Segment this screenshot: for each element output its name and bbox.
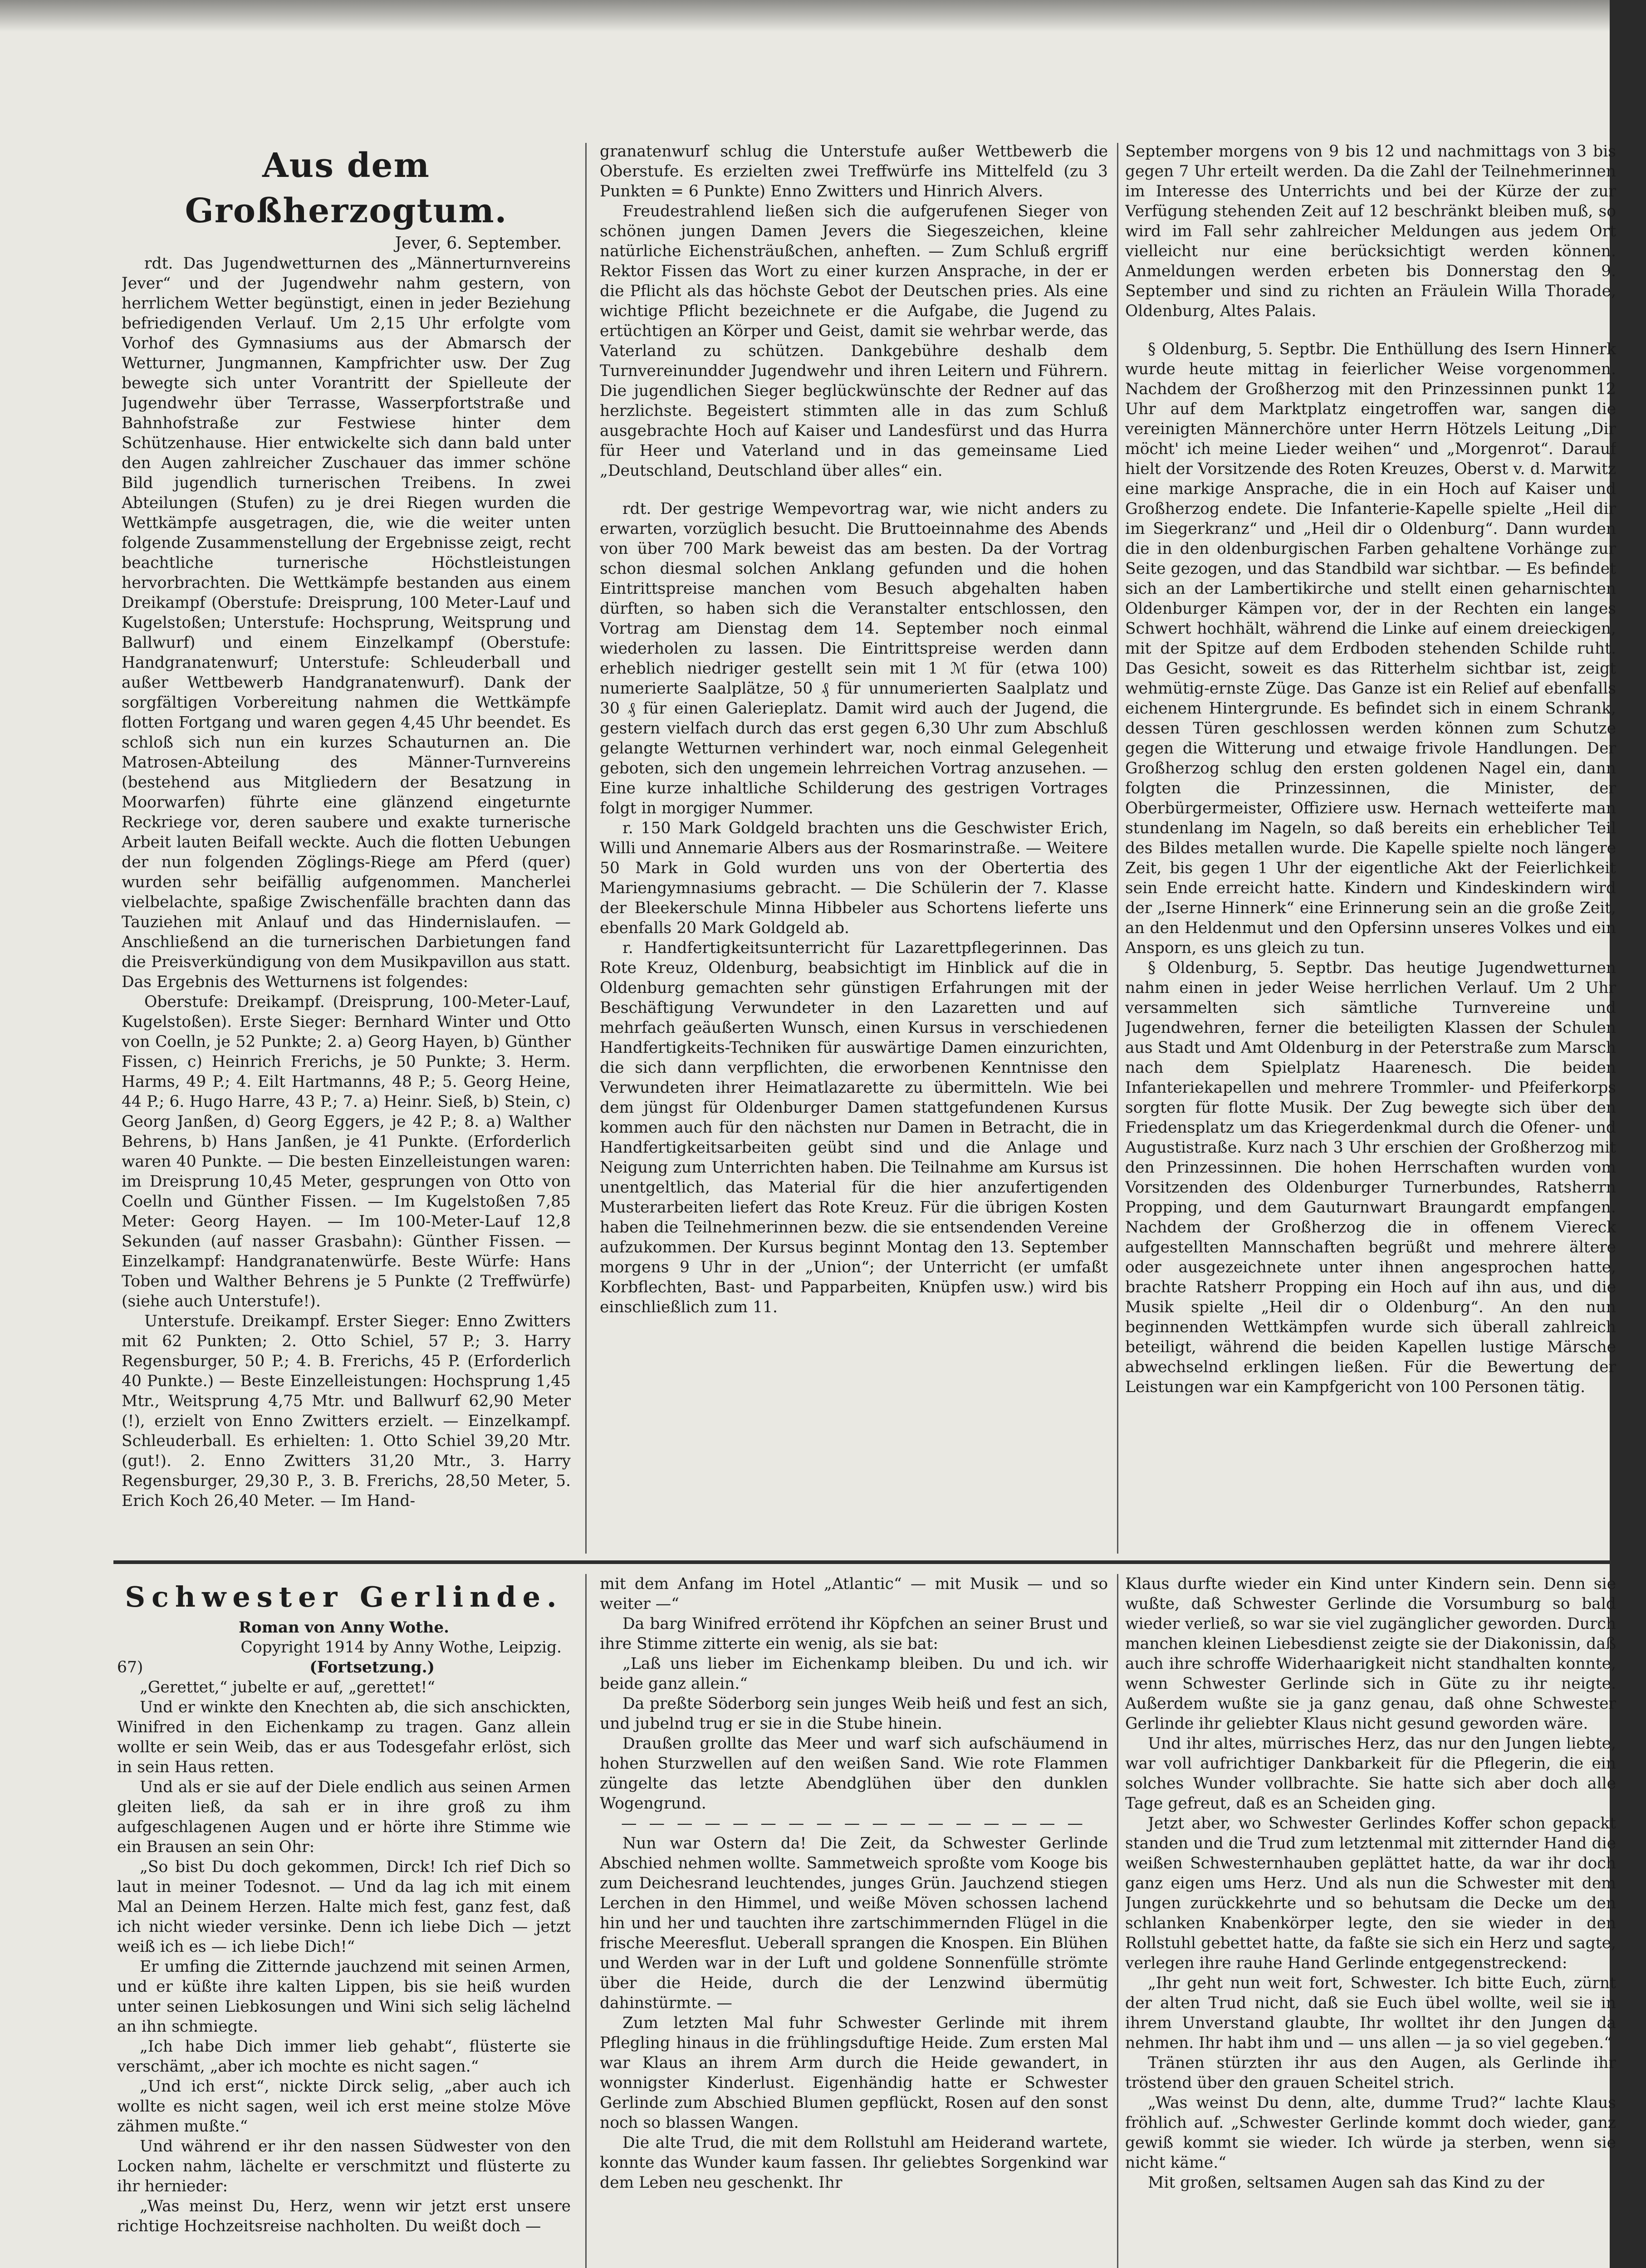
novel-paragraph: Jetzt aber, wo Schwester Gerlindes Koffer schon gepackt standen und die Trud zum letztenmal mit zitternder Hand die weißen Schwesternhauben geplättet hatte, da war ihr doch ganz eigen ums Herz. Und als nun die Schwester mit dem Jungen zurückkehrte und so behutsam die Decke um den schlanken Knabenkörper legte, den sie wieder in den Rollstuhl gebettet hatte, da faßte sie sich ein Herz und sagte, verlegen ihre rauhe Hand Gerlinde entgegenstreckend: <box>1125 1814 1616 1972</box>
column-rule <box>1117 1574 1118 2268</box>
novel-column-1 <box>117 1570 571 2268</box>
novel-paragraph: Die alte Trud, die mit dem Rollstuhl am Heiderand wartete, konnte das Wunder kaum fassen. Ihr geliebtes Sorgenkind war dem Leben neu geschenkt. Ihr <box>600 2134 1108 2192</box>
article-paragraph: rdt. Der gestrige Wempevortrag war, wie nicht anders zu erwarten, vorzüglich besucht. Die Bruttoeinnahme des Abends von über 700 Mark beweist das am besten. Da der Vortrag schon diesmal solchen Anklang gefunden und die hohen Eintrittspreise manchen vom Besuch abgehalten haben dürften, so haben sich die Veranstalter entschlossen, den Vortrag am Dienstag dem 14. September noch einmal wiederholen zu lassen. Die Eintrittspreise werden dann erheblich niedriger gestellt sein mit 1 ℳ für (etwa 100) numerierte Saalplätze, 50 ₰ für unnumerierten Saalplatz und 30 ₰ für einen Galerieplatz. Damit wird auch der Jugend, die gestern vielfach durch das erst gegen 6,30 Uhr zum Abschluß gelangte Wetturnen verhindert war, noch einmal Gelegenheit geboten, sich den ungemein lehrreichen Vortrag anzusehen. — Eine kurze inhaltliche Schilderung des gestrigen Vortrages folgt in morgiger Nummer. <box>600 500 1108 817</box>
novel-paragraph: Da preßte Söderborg sein junges Weib heiß und fest an sich, und jubelnd trug er sie in die Stube hinein. <box>600 1695 1108 1733</box>
novel-paragraph: Da barg Winifred errötend ihr Köpfchen an seiner Brust und ihre Stimme zitterte ein wenig, als sie bat: <box>600 1615 1108 1653</box>
article-paragraph: r. 150 Mark Goldgeld brachten uns die Geschwister Erich, Willi und Annemarie Albers aus der Rosmarinstraße. — Weitere 50 Mark in Gold wurden uns von der Obertertia des Mariengymnasiums gebracht. — Die Schülerin der 7. Klasse der Bleekerschule Minna Hibbeler aus Schortens lieferte uns ebenfalls 20 Mark Goldgeld ab. <box>600 819 1108 937</box>
column-rule <box>585 1574 587 2268</box>
novel-paragraph: Er umfing die Zitternde jauchzend mit seinen Armen, und er küßte ihre kalten Lippen, bis sie heiß wurden unter seinen Liebkosungen und Wini sich selig lächelnd an ihn schmiegte. <box>117 1958 571 2036</box>
novel-column-3 <box>1125 1574 1616 2268</box>
novel-paragraph: „Was weinst Du denn, alte, dumme Trud?“ lachte Klaus fröhlich auf. „Schwester Gerlinde kommt doch wieder, ganz gewiß kommt sie wieder. Ich würde ja sterben, wenn sie nicht käme.“ <box>1125 2094 1616 2172</box>
article-paragraph: § Oldenburg, 5. Septbr. Die Enthüllung des Isern Hinnerk wurde heute mittag in feierlicher Weise vorgenommen. Nachdem der Großherzog mit den Prinzessinnen punkt 12 Uhr auf dem Marktplatz eingetroffen war, sangen die vereinigten Männerchöre unter Herrn Hötzels Leitung „Dir möcht' ich meine Lieder weihen“ und „Morgenrot“. Darauf hielt der Vorsitzende des Roten Kreuzes, Oberst v. d. Marwitz eine markige Ansprache, die in ein Hoch auf Kaiser und Großherzog endete. Die Infanterie-Kapelle spielte „Heil dir im Siegerkranz“ und „Heil dir o Oldenburg“. Dann wurden die in den oldenburgischen Farben gehaltene Vorhänge zur Seite gezogen, und das Standbild war sichtbar. — Es befindet sich an der Lambertikirche und stellt einen geharnischten Oldenburger Kämpen vor, der in der Rechten ein langes Schwert hochhält, während die Linke auf einem dreieckigen, mit der Spitze auf dem Erdboden stehenden Schilde ruht. Das Gesicht, soweit es das Ritterhelm sichtbar ist, zeigt wehmütig-ernste Züge. Das Ganze ist ein Relief auf ebenfalls eichenem Hintergrunde. Es befindet sich in einem Schrank, dessen Türen geschlossen werden können zum Schutze gegen die Witterung und etwaige frivole Handlungen. Der Großherzog schlug den ersten goldenen Nagel ein, dann folgten die Prinzessinnen, die Minister, der Oberbürgermeister, Offiziere usw. Hernach wetteiferte man stundenlang im Nageln, so daß bereits ein erheblicher Teil des Bildes metallen wurde. Die Kapelle spielte noch längere Zeit, bis gegen 1 Uhr der eigentliche Akt der Feierlichkeit sein Ende erreicht hatte. Kindern und Kindeskindern wird der „Iserne Hinnerk“ eine Erinnerung sein an die große Zeit, an den Heldenmut und den Opfersinn unseres Volkes und ein Ansporn, es uns gleich zu tun. <box>1125 340 1616 957</box>
novel-paragraph: „Was meinst Du, Herz, wenn wir jetzt erst unsere richtige Hochzeitsreise nachholten. Du weißt doch — <box>117 2197 571 2235</box>
novel-paragraph: „Gerettet,“ jubelte er auf, „gerettet!“ <box>140 1678 435 1696</box>
novel-paragraph: Und ihr altes, mürrisches Herz, das nur den Jungen liebte, war voll aufrichtiger Dankbarkeit für die Pflegerin, die ein solches Wunder vollbrachte. Sie hatte sich aber doch alle Tage gefreut, daß es an Scheiden ging. <box>1125 1735 1616 1813</box>
novel-paragraph: Mit großen, seltsamen Augen sah das Kind zu der <box>1148 2174 1544 2192</box>
column-3 <box>1125 142 1616 1557</box>
copyright-line: Copyright 1914 by Anny Wothe, Leipzig. <box>240 1638 562 1657</box>
page-shadow <box>0 0 1610 32</box>
novel-paragraph: Und während er ihr den nassen Südwester von den Locken nahm, lächelte er verschmitzt und flüsterte zu ihr hernieder: <box>117 2137 571 2195</box>
section-divider <box>113 1560 1611 1564</box>
article-paragraph: Unterstufe. Dreikampf. Erster Sieger: Enno Zwitters mit 62 Punkten; 2. Otto Schiel, 57 P.; 3. Harry Regensburger, 50 P.; 4. B. Frerichs, 45 P. (Erforderlich 40 Punkte.) — Beste Einzelleistungen: Hochsprung 1,45 Mtr., Weitsprung 4,75 Mtr. und Ballwurf 62,90 Meter (!), erzielt von Enno Zwitters erzielt. — Einzelkampf. Schleuderball. Es erhielten: 1. Otto Schiel 39,20 Mtr. (gut!). 2. Enno Zwitters 31,20 Mtr., 3. Harry Regensburger, 29,30 P., 3. B. Frerichs, 28,50 Meter, 5. Erich Koch 26,40 Meter. — Im Hand- <box>122 1312 571 1510</box>
continued-label: (Fortsetzung.) <box>309 1658 435 1677</box>
novel-paragraph: „Ihr geht nun weit fort, Schwester. Ich bitte Euch, zürnt der alten Trud nicht, daß sie Euch übel wollte, weil sie in ihrem Unverstand glaubte, Ihr wolltet ihr den Jungen da nehmen. Ihr habt ihm und — uns allen — ja so viel gegeben.“ <box>1125 1974 1616 2052</box>
column-rule <box>1117 143 1118 1554</box>
article-paragraph: rdt. Das Jugendwetturnen des „Männerturnvereins Jever“ und der Jugendwehr nahm gestern, von herrlichem Wetter begünstigt, einen in jeder Beziehung befriedigenden Verlauf. Um 2,15 Uhr erfolgte vom Vorhof des Gymnasiums aus der Abmarsch der Wetturner, Jungmannen, Kampfrichter usw. Der Zug bewegte sich unter Vorantritt der Spielleute der Jugendwehr über Terrasse, Wasserpfortstraße und Bahnhofstraße zur Festwiese hinter dem Schützenhause. Hier entwickelte sich dann bald unter den Augen zahlreicher Zuschauer das immer schöne Bild jugendlich turnerischen Treibens. In zwei Abteilungen (Stufen) zu je drei Riegen wurden die Wettkämpfe ausgetragen, die, wie die weiter unten folgende Zusammenstellung der Ergebnisse zeigt, recht beachtliche turnerische Höchstleistungen hervorbrachten. Die Wettkämpfe bestanden aus einem Dreikampf (Oberstufe: Dreisprung, 100 Meter-Lauf und Kugelstoßen; Unterstufe: Hochsprung, Weitsprung und Ballwurf) und einem Einzelkampf (Oberstufe: Handgranatenwurf; Unterstufe: Schleuderball und außer Wettbewerb Handgranatenwurf). Dank der sorgfältigen Vorbereitung nahmen die Wettkämpfe flotten Fortgang und waren gegen 4,45 Uhr beendet. Es schloß sich nun ein kurzes Schauturnen an. Die Matrosen-Abteilung des Männer-Turnvereins (bestehend aus Mitgliedern der Besatzung in Moorwarfen) führte eine glänzend eingeturnte Reckriege vor, deren saubere und exakte turnerische Arbeit lauten Beifall weckte. Auch die flotten Uebungen der nun folgenden Zöglings-Riege am Pferd (quer) wurden sehr beifällig aufgenommen. Mancherlei vielbelachte, spaßige Zwischenfälle brachten dann das Tauziehen mit Anlauf und das Hindernislaufen. — Anschließend an die turnerischen Darbietungen fand die Preisverkündigung von dem Musikpavillon aus statt. Das Ergebnis des Wetturnens ist folgendes: <box>122 254 571 991</box>
column-2 <box>600 142 1108 1557</box>
scene-break: — — — — — — — — — — — — — — — — — <box>621 1814 1087 1833</box>
novel-paragraph: Tränen stürzten ihr aus den Augen, als Gerlinde ihr tröstend über den grauen Scheitel strich. <box>1125 2054 1616 2092</box>
novel-column-2 <box>600 1574 1108 2268</box>
novel-paragraph: „Laß uns lieber im Eichenkamp bleiben. Du und ich. wir beide ganz allein.“ <box>600 1655 1108 1693</box>
column-1 <box>122 138 571 1558</box>
novel-paragraph: mit dem Anfang im Hotel „Atlantic“ — mit Musik — und so weiter —“ <box>600 1575 1108 1613</box>
novel-paragraph: Zum letzten Mal fuhr Schwester Gerlinde mit ihrem Pflegling hinaus in die frühlingsduftige Heide. Zum ersten Mal war Klaus an ihrem Arm durch die Heide gewandert, in wonnigster Kinderlust. Eigenhändig hatte er Schwester Gerlinde zum Abschied Blumen gepflückt, Rosen auf den sonst noch so blassen Wangen. <box>600 2014 1108 2132</box>
article-paragraph: § Oldenburg, 5. Septbr. Das heutige Jugendwetturnen nahm einen in jeder Weise herrlichen Verlauf. Um 2 Uhr versammelten sich sämtliche Turnvereine und Jugendwehren, ferner die beteiligten Klassen der Schulen aus Stadt und Amt Oldenburg in der Peterstraße zum Marsch nach dem Spielplatz Haarenesch. Die beiden Infanteriekapellen und mehrere Trommler- und Pfeiferkorps sorgten für flotte Musik. Der Zug bewegte sich über den Friedensplatz um das Kriegerdenkmal durch die Ofener- und Augustistraße. Kurz nach 3 Uhr erschien der Großherzog mit den Prinzessinnen. Die hohen Herrschaften wurden vom Vorsitzenden des Oldenburger Turnerbundes, Ratsherrn Propping, und dem Gauturnwart Braungardt empfangen. Nachdem der Großherzog die in offenem Viereck aufgestellten Mannschaften begrüßt und mehrere ältere oder ausgezeichnete unter ihnen angesprochen hatte, brachte Ratsherr Propping ein Hoch auf ihn aus, und die Musik spielte „Heil dir o Oldenburg“. An den nun beginnenden Wettkämpfen wurde sich überall zahlreich beteiligt, während die beiden Kapellen lustige Märsche abwechselnd erklingen ließen. Für die Bewertung der Leistungen war ein Kampfgericht von 100 Personen tätig. <box>1125 959 1616 1396</box>
novel-paragraph: Und als er sie auf der Diele endlich aus seinen Armen gleiten ließ, da sah er in ihre groß zu ihm aufgeschlagenen Augen und er hörte ihre Stimme wie ein Brausen an sein Ohr: <box>117 1778 571 1856</box>
article-paragraph: Freudestrahlend ließen sich die aufgerufenen Sieger von schönen jungen Damen Jevers die Siegeszeichen, kleine natürliche Eichensträußchen, anheften. — Zum Schluß ergriff Rektor Fissen das Wort zu einer kurzen Ansprache, in der er die Pflicht als das höchste Gebot der Deutschen pries. Als eine wichtige Pflicht bezeichnete er die Aufgabe, die Jugend zu ertüchtigen an Körper und Geist, damit sie wehrbar werde, das Vaterland zu schützen. Dankgebühre deshalb dem Turnvereinundder Jugendwehr und ihren Leitern und Führern. Die jugendlichen Sieger beglückwünschte der Redner auf das herzlichste. Begeistert stimmten alle in das zum Schluß ausgebrachte Hoch auf Kaiser und Landesfürst und das Hurra für Heer und Vaterland und in das gemeinsame Lied „Deutschland, Deutschland über alles“ ein. <box>600 202 1108 480</box>
installment-number: 67) <box>117 1658 143 1677</box>
article-paragraph: September morgens von 9 bis 12 und nachmittags von 3 bis gegen 7 Uhr erteilt werden. Da die Zahl der Teilnehmerinnen im Interesse des Unterrichts und bei der Kürze der zur Verfügung stehenden Zeit auf 12 beschränkt bleiben muß, so wird im Fall sehr zahlreicher Meldungen aus jedem Ort vielleicht nur eine berücksichtigt werden können. Anmeldungen werden erbeten bis Donnerstag den 9. September und sind zu richten an Fräulein Willa Thorade, Oldenburg, Altes Palais. <box>1125 142 1616 320</box>
novel-paragraph: „Und ich erst“, nickte Dirck selig, „aber auch ich wollte es nicht sagen, weil ich erst meine stolze Möve zähmen mußte.“ <box>117 2077 571 2136</box>
column-rule <box>585 143 587 1554</box>
novel-paragraph: „Ich habe Dich immer lieb gehabt“, flüsterte sie verschämt, „aber ich mochte es nicht sagen.“ <box>117 2038 571 2076</box>
novel-paragraph: Und er winkte den Knechten ab, die sich anschickten, Winifred in den Eichenkamp zu tragen. Ganz allein wollte er sein Weib, das er aus Todesgefahr erlöst, sich in sein Haus retten. <box>117 1698 571 1776</box>
novel-paragraph: Draußen grollte das Meer und warf sich aufschäumend in hohen Sturzwellen auf den weißen Sand. Wie rote Flammen züngelte das letzte Abendglühen über den dunklen Wogengrund. <box>600 1735 1108 1813</box>
article-paragraph: Oberstufe: Dreikampf. (Dreisprung, 100-Meter-Lauf, Kugelstoßen). Erste Sieger: Bernhard Winter und Otto von Coelln, je 52 Punkte; 2. a) Georg Hayen, b) Günther Fissen, c) Heinrich Frerichs, je 50 Punkte; 3. Herm. Harms, 49 P.; 4. Eilt Hartmanns, 48 P.; 5. Georg Heine, 44 P.; 6. Hugo Harre, 43 P.; 7. a) Heinr. Sieß, b) Stein, c) Georg Janßen, d) Georg Eggers, je 42 P.; 8. a) Walther Behrens, b) Hans Janßen, je 41 Punkte. (Erforderlich waren 40 Punkte. — Die besten Einzelleistungen waren: im Dreisprung 10,45 Meter, gesprungen von Otto von Coelln und Günther Fissen. — Im Kugelstoßen 7,85 Meter: Georg Hayen. — Im 100-Meter-Lauf 12,8 Sekunden (auf nasser Grasbahn): Günther Fissen. — Einzelkampf: Handgranatenwürfe. Beste Würfe: Hans Toben und Walther Behrens je 5 Punkte (2 Treffwürfe) (siehe auch Unterstufe!). <box>122 993 571 1310</box>
novel-paragraph: „So bist Du doch gekommen, Dirck! Ich rief Dich so laut in meiner Todesnot. — Und da lag ich mit einem Mal an Deinem Herzen. Halte mich fest, ganz fest, daß ich nicht wieder versinke. Denn ich liebe Dich — jetzt weiß ich es — ich liebe Dich!“ <box>117 1858 571 1956</box>
novel-paragraph: Klaus durfte wieder ein Kind unter Kindern sein. Denn sie wußte, daß Schwester Gerlinde die Vorsumburg so bald wieder verließ, so war sie viel zugänglicher geworden. Durch manchen kleinen Liebesdienst zeigte sie der Diakonissin, daß auch ihre schroffe Widerhaarigkeit nicht standhalten konnte, wenn Schwester Gerlinde sich in Güte zu ihr neigte. Außerdem wußte sie ja ganz genau, daß ohne Schwester Gerlinde ihr geliebter Klaus nicht gesund geworden wäre. <box>1125 1575 1616 1733</box>
novel-paragraph: Nun war Ostern da! Die Zeit, da Schwester Gerlinde Abschied nehmen wollte. Sammetweich sproßte vom Kooge bis zum Deichesrand leuchtendes, junges Grün. Jauchzend stiegen Lerchen in den Himmel, und weiße Möven schossen lachend hin und her und tauchten ihre zartschimmernden Flügel in die frische Meeresflut. Ueberall sprangen die Knospen. Ein Blühen und Werden war in der Luft und goldene Sonnenfülle strömte über die Heide, durch die der Lenzwind übermütig dahinstürmte. — <box>600 1834 1108 2012</box>
article-paragraph: r. Handfertigkeitsunterricht für Lazarettpflegerinnen. Das Rote Kreuz, Oldenburg, beabsichtigt im Hinblick auf die in Oldenburg gemachten sehr günstigen Erfahrungen mit der Beschäftigung Verwundeter in den Lazaretten und auf mehrfach geäußerten Wunsch, einen Kursus in verschiedenen Handfertigkeits-Techniken für auswärtige Damen einzurichten, die sich dann verpflichten, die erworbenen Kenntnisse den Verwundeten ihrer Heimatlazarette zu übermitteln. Wie bei dem jüngst für Oldenburger Damen stattgefundenen Kursus kommen auch für den nächsten nur Damen in Betracht, die in Handfertigkeitsarbeiten geübt sind und die Anlage und Neigung zum Unterrichten haben. Die Teilnahme am Kursus ist unentgeltlich, das Material für die hier anzufertigenden Musterarbeiten liefert das Rote Kreuz. Für die übrigen Kosten haben die Teilnehmerinnen bezw. die sie entsendenden Vereine aufzukommen. Der Kursus beginnt Montag den 13. September morgens 9 Uhr in der „Union“; der Unterricht (er umfaßt Korbflechten, Bast- und Papparbeiten, Knüpfen usw.) wird bis einschließlich zum 11. <box>600 939 1108 1316</box>
dateline: Jever, 6. September. <box>395 234 562 253</box>
section-heading: Aus dem Großherzogtum. <box>185 146 508 230</box>
novel-title: Schwester Gerlinde. <box>125 1580 563 1613</box>
article-paragraph: granatenwurf schlug die Unterstufe außer Wettbewerb die Oberstufe. Es erzielten zwei Treffwürfe ins Mittelfeld (zu 3 Punkten = 6 Punkte) Enno Zwitters und Hinrich Alvers. <box>600 142 1108 200</box>
novel-subtitle: Roman von Anny Wothe. <box>239 1618 449 1637</box>
